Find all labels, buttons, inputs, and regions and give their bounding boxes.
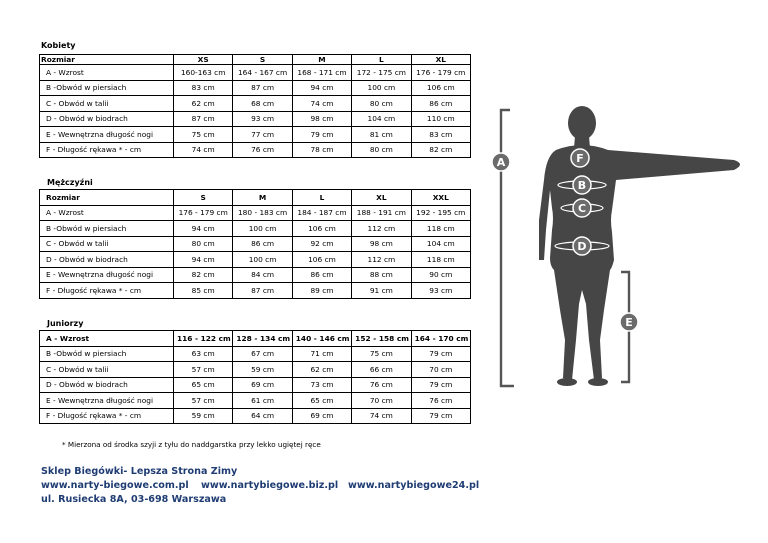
header-size-cell: S <box>233 55 292 65</box>
measurement-value-cell: 87 cm <box>233 80 292 96</box>
site-link-3[interactable]: www.nartybiegowe24.pl <box>348 480 480 491</box>
header-size-cell: XL <box>352 190 411 206</box>
svg-text:E: E <box>625 316 633 329</box>
measurement-value-cell: 86 cm <box>411 96 470 112</box>
measurement-value-cell: 64 cm <box>233 408 292 424</box>
measurement-value-cell: 57 cm <box>174 362 233 378</box>
measurement-value-cell: 79 cm <box>292 127 351 143</box>
table-row <box>40 111 471 127</box>
measurement-value-cell: 100 cm <box>352 80 411 96</box>
header-size-cell: L <box>352 55 411 65</box>
measurement-value-cell: 59 cm <box>233 362 292 378</box>
header-label-cell: Rozmiar <box>40 55 174 65</box>
measurement-value-cell: 86 cm <box>233 236 292 252</box>
shop-name: Sklep Biegówki- Lepsza Strona Zimy <box>41 466 238 477</box>
measurement-value-cell: 79 cm <box>411 408 470 424</box>
women-size-table <box>39 54 471 158</box>
measurement-label-cell: C - Obwód w talii <box>40 362 174 378</box>
header-size-cell: 140 - 146 cm <box>292 331 351 347</box>
shop-address: ul. Rusiecka 8A, 03-698 Warszawa <box>41 494 227 505</box>
header-label-cell: Rozmiar <box>40 190 174 206</box>
table-row <box>40 127 471 143</box>
measurement-value-cell: 164 - 167 cm <box>233 65 292 81</box>
measurement-value-cell: 80 cm <box>174 236 233 252</box>
measurement-value-cell: 63 cm <box>174 346 233 362</box>
svg-text:D: D <box>577 240 587 253</box>
footnote: * Mierzona od środka szyji z tyłu do naddgarstka przy lekko ugiętej ręce <box>62 440 321 449</box>
measurement-value-cell: 65 cm <box>174 377 233 393</box>
measurement-value-cell: 82 cm <box>174 267 233 283</box>
measurement-label-cell: A - Wzrost <box>40 205 174 221</box>
measurement-value-cell: 87 cm <box>233 283 292 299</box>
measurement-value-cell: 112 cm <box>352 252 411 268</box>
measurement-value-cell: 69 cm <box>292 408 351 424</box>
svg-text:B: B <box>577 179 587 192</box>
measurement-value-cell: 188 - 191 cm <box>352 205 411 221</box>
measurement-label-cell: B -Obwód w piersiach <box>40 80 174 96</box>
measurement-value-cell: 160-163 cm <box>174 65 233 81</box>
measurement-value-cell: 74 cm <box>292 96 351 112</box>
measurement-value-cell: 91 cm <box>352 283 411 299</box>
header-size-cell: M <box>233 190 292 206</box>
measurement-value-cell: 82 cm <box>411 142 470 158</box>
measurement-value-cell: 100 cm <box>233 252 292 268</box>
measurement-value-cell: 65 cm <box>292 393 351 409</box>
measurement-label-cell: B -Obwód w piersiach <box>40 221 174 237</box>
measurement-value-cell: 94 cm <box>174 252 233 268</box>
measurement-value-cell: 168 - 171 cm <box>292 65 351 81</box>
measurement-value-cell: 62 cm <box>292 362 351 378</box>
measurement-value-cell: 75 cm <box>352 346 411 362</box>
measurement-value-cell: 180 - 183 cm <box>233 205 292 221</box>
table-row <box>40 221 471 237</box>
measurement-value-cell: 61 cm <box>233 393 292 409</box>
badge-a <box>492 153 510 171</box>
measurement-value-cell: 90 cm <box>411 267 470 283</box>
header-size-cell: S <box>174 190 233 206</box>
measurement-value-cell: 75 cm <box>174 127 233 143</box>
measurement-value-cell: 118 cm <box>411 221 470 237</box>
measurement-value-cell: 70 cm <box>411 362 470 378</box>
measurement-value-cell: 79 cm <box>411 346 470 362</box>
measurement-label-cell: A - Wzrost <box>40 65 174 81</box>
table-row <box>40 65 471 81</box>
table-row <box>40 80 471 96</box>
measurement-value-cell: 67 cm <box>233 346 292 362</box>
measurement-value-cell: 80 cm <box>352 142 411 158</box>
women-title: Kobiety <box>41 41 76 50</box>
measurement-value-cell: 71 cm <box>292 346 351 362</box>
measurement-label-cell: E - Wewnętrzna długość nogi <box>40 127 174 143</box>
measurement-value-cell: 83 cm <box>411 127 470 143</box>
measurement-value-cell: 93 cm <box>411 283 470 299</box>
measurement-value-cell: 86 cm <box>292 267 351 283</box>
measurement-value-cell: 93 cm <box>233 111 292 127</box>
site-link-2[interactable]: www.nartybiegowe.biz.pl <box>201 480 339 491</box>
table-row <box>40 96 471 112</box>
men-size-table <box>39 189 471 299</box>
measurement-value-cell: 106 cm <box>292 252 351 268</box>
site-link-1[interactable]: www.narty-biegowe.com.pl <box>41 480 189 491</box>
header-size-cell: XXL <box>411 190 470 206</box>
height-bracket <box>501 110 514 386</box>
measurement-value-cell: 98 cm <box>352 236 411 252</box>
measurement-value-cell: 57 cm <box>174 393 233 409</box>
measurement-value-cell: 74 cm <box>174 142 233 158</box>
measurement-label-cell: D - Obwód w biodrach <box>40 252 174 268</box>
table-row <box>40 236 471 252</box>
badge-d <box>573 237 591 255</box>
measurement-label-cell: F - Długość rękawa * - cm <box>40 408 174 424</box>
measurement-value-cell: 94 cm <box>292 80 351 96</box>
measurement-value-cell: 62 cm <box>174 96 233 112</box>
header-size-cell: M <box>292 55 351 65</box>
measurement-value-cell: 69 cm <box>233 377 292 393</box>
table-row <box>40 393 471 409</box>
header-size-cell: 116 - 122 cm <box>174 331 233 347</box>
juniors-title: Juniorzy <box>47 319 84 328</box>
badge-b <box>573 176 591 194</box>
measurement-value-cell: 85 cm <box>174 283 233 299</box>
measurement-value-cell: 176 - 179 cm <box>174 205 233 221</box>
measurement-label-cell: C - Obwód w talii <box>40 96 174 112</box>
men-title: Mężczyźni <box>47 178 93 187</box>
measurement-label-cell: D - Obwód w biodrach <box>40 377 174 393</box>
measurement-value-cell: 66 cm <box>352 362 411 378</box>
measurement-value-cell: 84 cm <box>233 267 292 283</box>
measurement-value-cell: 59 cm <box>174 408 233 424</box>
measurement-value-cell: 118 cm <box>411 252 470 268</box>
measurement-value-cell: 87 cm <box>174 111 233 127</box>
header-size-cell: 164 - 170 cm <box>411 331 470 347</box>
measurement-value-cell: 104 cm <box>411 236 470 252</box>
svg-text:C: C <box>577 202 587 215</box>
measurement-value-cell: 68 cm <box>233 96 292 112</box>
measurement-value-cell: 94 cm <box>174 221 233 237</box>
measurement-label-cell: D - Obwód w biodrach <box>40 111 174 127</box>
table-row <box>40 205 471 221</box>
measurement-value-cell: 79 cm <box>411 377 470 393</box>
measurement-value-cell: 89 cm <box>292 283 351 299</box>
header-size-cell: 128 - 134 cm <box>233 331 292 347</box>
measurement-value-cell: 88 cm <box>352 267 411 283</box>
svg-text:F: F <box>576 152 584 165</box>
measurement-value-cell: 76 cm <box>233 142 292 158</box>
measurement-value-cell: 92 cm <box>292 236 351 252</box>
table-row <box>40 346 471 362</box>
measurement-label-cell: F - Długość rękawa * - cm <box>40 142 174 158</box>
header-size-cell: L <box>292 190 351 206</box>
measurement-label-cell: E - Wewnętrzna długość nogi <box>40 393 174 409</box>
header-label-cell: A - Wzrost <box>40 331 174 347</box>
measurement-value-cell: 112 cm <box>352 221 411 237</box>
measurement-value-cell: 76 cm <box>411 393 470 409</box>
header-size-cell: XL <box>411 55 470 65</box>
measurement-value-cell: 106 cm <box>292 221 351 237</box>
measurement-value-cell: 106 cm <box>411 80 470 96</box>
table-row <box>40 142 471 158</box>
table-header-row <box>40 331 471 347</box>
measurement-label-cell: C - Obwód w talii <box>40 236 174 252</box>
measurement-label-cell: E - Wewnętrzna długość nogi <box>40 267 174 283</box>
measurement-label-cell: B -Obwód w piersiach <box>40 346 174 362</box>
badge-c <box>573 199 591 217</box>
body-silhouette <box>539 106 740 386</box>
header-size-cell: XS <box>174 55 233 65</box>
table-header-row <box>40 190 471 206</box>
table-row <box>40 283 471 299</box>
table-header-row <box>40 55 471 65</box>
badge-f <box>571 149 589 167</box>
measurement-value-cell: 104 cm <box>352 111 411 127</box>
measurement-value-cell: 184 - 187 cm <box>292 205 351 221</box>
measurement-value-cell: 80 cm <box>352 96 411 112</box>
table-row <box>40 377 471 393</box>
measurement-value-cell: 100 cm <box>233 221 292 237</box>
measurement-value-cell: 81 cm <box>352 127 411 143</box>
svg-text:A: A <box>496 156 506 169</box>
header-size-cell: 152 - 158 cm <box>352 331 411 347</box>
measurement-value-cell: 192 - 195 cm <box>411 205 470 221</box>
measurement-value-cell: 98 cm <box>292 111 351 127</box>
table-row <box>40 267 471 283</box>
body-measurement-figure <box>484 90 746 390</box>
measurement-value-cell: 83 cm <box>174 80 233 96</box>
measurement-value-cell: 78 cm <box>292 142 351 158</box>
table-row <box>40 408 471 424</box>
table-row <box>40 252 471 268</box>
measurement-value-cell: 74 cm <box>352 408 411 424</box>
measurement-value-cell: 76 cm <box>352 377 411 393</box>
measurement-value-cell: 73 cm <box>292 377 351 393</box>
table-row <box>40 362 471 378</box>
measurement-value-cell: 70 cm <box>352 393 411 409</box>
measurement-value-cell: 110 cm <box>411 111 470 127</box>
badge-e <box>620 313 638 331</box>
measurement-value-cell: 176 - 179 cm <box>411 65 470 81</box>
juniors-size-table <box>39 330 471 424</box>
measurement-label-cell: F - Długość rękawa * - cm <box>40 283 174 299</box>
measurement-value-cell: 172 - 175 cm <box>352 65 411 81</box>
measurement-value-cell: 77 cm <box>233 127 292 143</box>
